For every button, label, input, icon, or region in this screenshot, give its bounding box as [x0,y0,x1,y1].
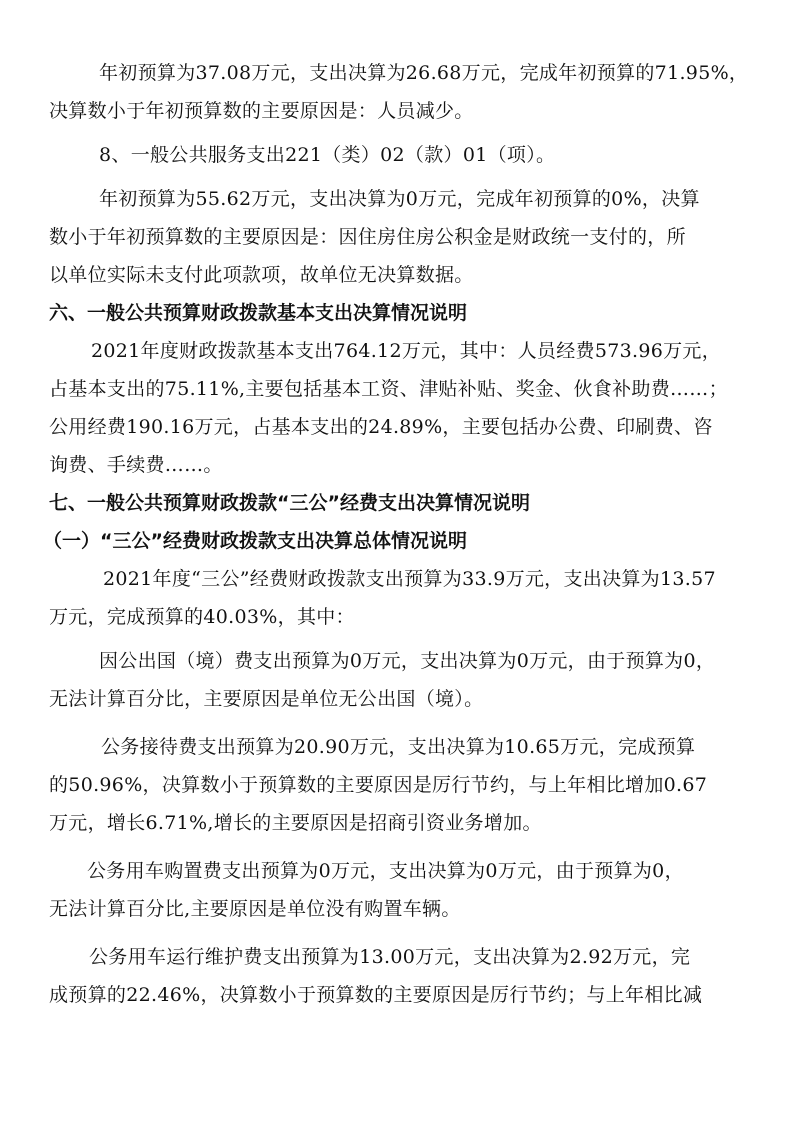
text-line: 的50.96%，决算数小于预算数的主要原因是厉行节约，与上年相比增加0.67 [49,774,708,796]
paragraph-housing-fund [49,180,755,294]
text-line: 无法计算百分比，主要原因是单位无公出国（境）。 [49,688,484,710]
text-line: 2021年度财政拨款基本支出764.12万元，其中：人员经费573.96万元， [91,340,722,362]
paragraph-vehicle-purchase [49,852,755,928]
text-line: 数小于年初预算数的主要原因是：因住房住房公积金是财政统一支付的，所 [49,226,686,248]
text-line: 成预算的22.46%，决算数小于预算数的主要原因是厉行节约；与上年相比减 [49,984,703,1006]
text-line: 公用经费190.16万元，占基本支出的24.89%，主要包括办公费、印刷费、咨 [49,416,713,438]
text-line: 公务用车购置费支出预算为0万元，支出决算为0万元，由于预算为0， [87,860,684,882]
text-line: 万元，完成预算的40.03%，其中： [49,606,355,628]
subsection-heading-7-1: （一）“三公”经费财政拨款支出决算总体情况说明 [43,530,467,552]
text-line: 询费、手续费……。 [49,454,223,476]
paragraph-basic-expenditure [49,332,755,484]
section-heading-6: 六、一般公共预算财政拨款基本支出决算情况说明 [49,302,468,324]
text-line: 年初预算为37.08万元，支出决算为26.68万元，完成年初预算的71.95%， [99,62,749,84]
text-line: 年初预算为55.62万元，支出决算为0万元，完成年初预算的0%，决算 [99,188,700,210]
text-line: 万元，增长6.71%,增长的主要原因是招商引资业务增加。 [49,812,542,834]
text-line: 2021年度“三公”经费财政拨款支出预算为33.9万元，支出决算为13.57 [103,568,716,590]
text-line: 无法计算百分比,主要原因是单位没有购置车辆。 [49,898,461,920]
text-line: 公务用车运行维护费支出预算为13.00万元，支出决算为2.92万元，完 [89,946,691,968]
section-heading-7: 七、一般公共预算财政拨款“三公”经费支出决算情况说明 [49,492,530,514]
text-line: 8、一般公共服务支出221（类）02（款）01（项）。 [99,144,556,166]
text-line: 占基本支出的75.11%,主要包括基本工资、津贴补贴、奖金、伙食补助费……； [49,378,728,400]
text-line: 以单位实际未支付此项款项，故单位无决算数据。 [49,264,474,286]
text-line: 公务接待费支出预算为20.90万元，支出决算为10.65万元，完成预算 [101,736,696,758]
paragraph-overseas-travel [49,642,755,718]
text-line: 决算数小于年初预算数的主要原因是：人员减少。 [49,100,474,122]
paragraph-item-8 [49,136,755,174]
paragraph-vehicle-operation [49,938,755,1014]
paragraph-staff-budget [49,54,755,130]
text-line: 因公出国（境）费支出预算为0万元，支出决算为0万元，由于预算为0， [99,650,716,672]
paragraph-reception [49,728,755,842]
paragraph-three-public-overview [49,560,755,636]
